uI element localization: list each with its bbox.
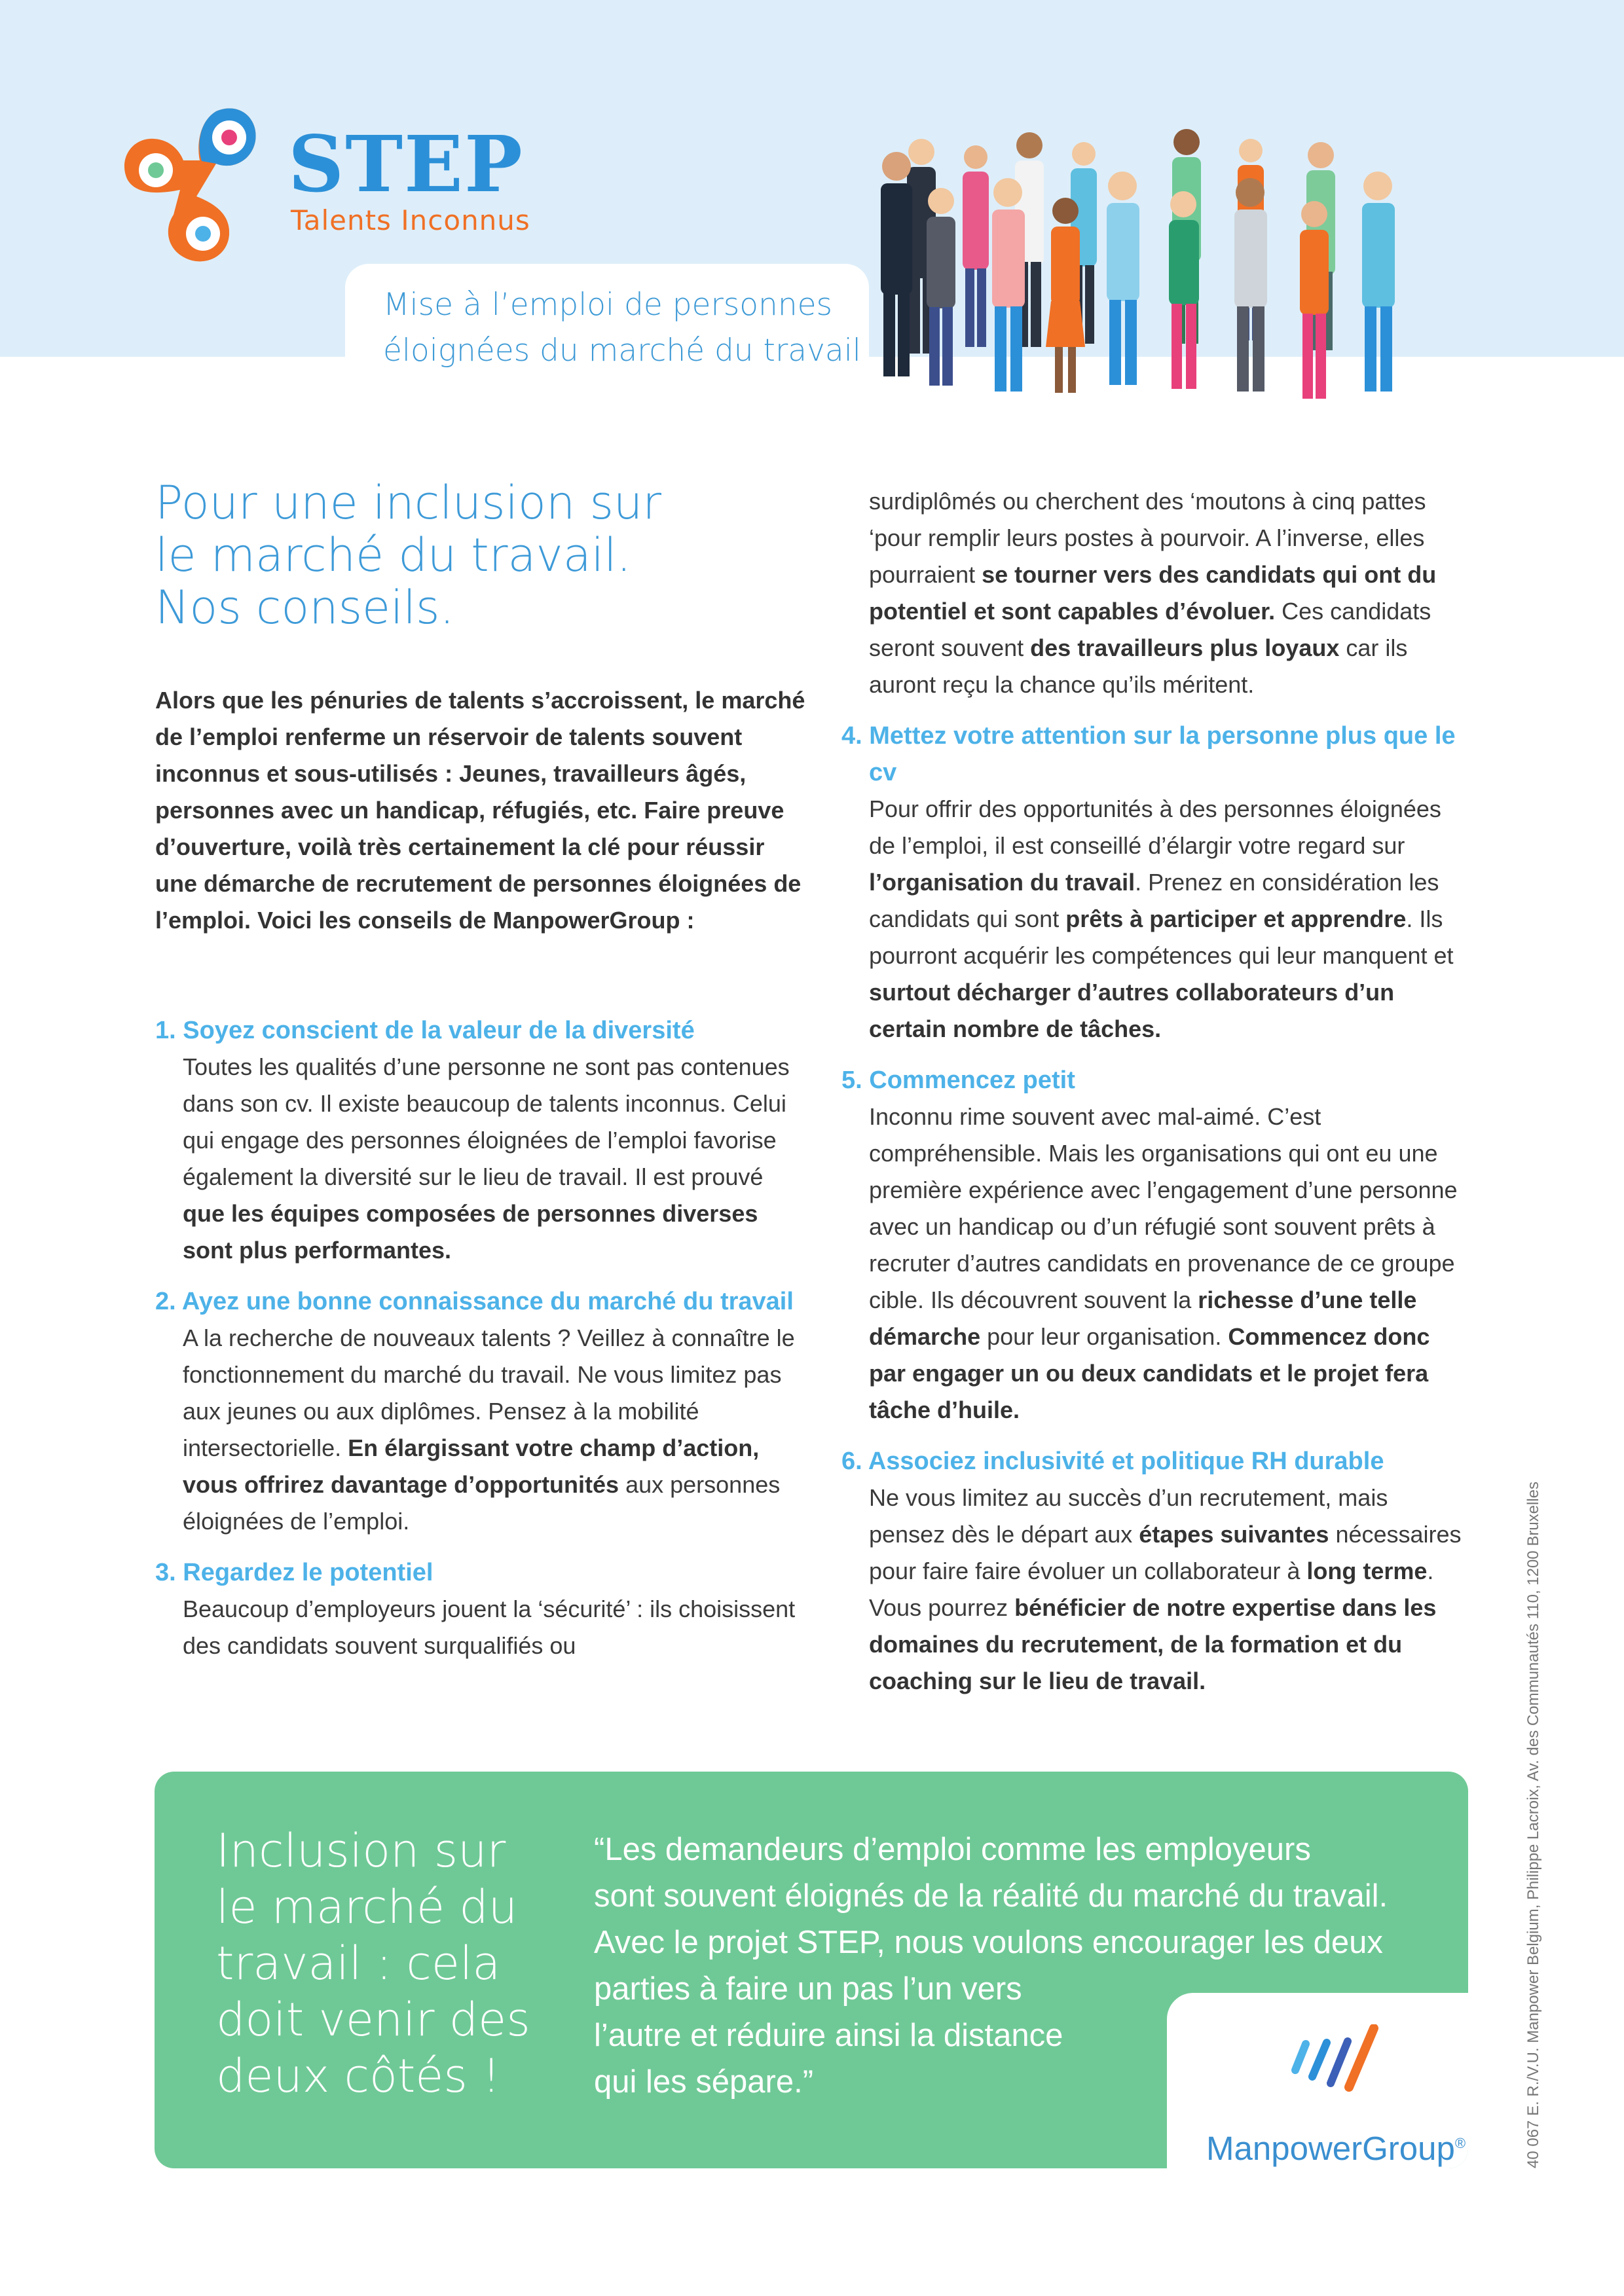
section-body-2 [155,1320,810,1540]
body-text: Ces candidats seront souvent [869,598,1431,661]
body-bold: des travailleurs plus loyaux [1030,634,1340,661]
body-text: pour leur organisation. [980,1323,1228,1350]
section-title-2: 2. Ayez une bonne connaissance du marché du travail [155,1288,794,1315]
body-text: . Prenez en considération les candidats qui sont [869,869,1439,932]
body-bold: bénéficier de notre expertise dans les domaines du recrutement, de la formation et du coaching sur le lieu de travail. [869,1594,1437,1694]
body-text: A la recherche de nouveaux talents ? Veillez à connaître le fonctionnement du marché du travail. Ne vous limitez pas aux jeunes ou aux diplômes. Pensez à la mobilité intersectorielle. [183,1324,795,1461]
manpowergroup-logo-icon [1283,2024,1388,2096]
brand-subtitle: Talents Inconnus [291,204,530,236]
intro-paragraph: Alors que les pénuries de talents s’accroissent, le marché de l’emploi renferme un réservoir de talents souvent inconnus et sous-utilisés : Jeunes, travailleurs âgés, personnes avec un handicap, réfugiés, etc. Faire preuve d’ouverture, voilà très certainement la clé pour réussir une démarche de recrutement de personnes éloignées de l’emploi. Voici les conseils de ManpowerGroup : [155,687,805,934]
body-text: surdiplômés ou cherchent des ‘moutons à cinq pattes ‘pour remplir leurs postes à pourvoir. A l’inverse, elles pourraient [869,488,1426,588]
quote-line: sont souvent éloignés de la réalité du marché du travail. [594,1878,1388,1914]
right-column [841,483,1470,1714]
body-text: Toutes les qualités d’une personne ne sont pas contenues dans son cv. Il existe beaucoup de talents inconnus. Celui qui engage des personnes éloignées de l’emploi favorise également la diversité sur le lieu de travail. Il est prouvé [183,1053,790,1190]
body-bold: long terme [1306,1558,1428,1584]
quote-line: qui les sépare.” [594,2064,814,2100]
callout-heading-line: doit venir des [216,1993,530,2047]
step-bike-chain-logo-icon [118,98,275,268]
crowd-of-people-illustration [881,124,1490,412]
section-title-1: 1. Soyez conscient de la valeur de la diversité [155,1017,695,1044]
manpowergroup-wordmark [1206,2129,1466,2168]
tagline-line: Mise à l’emploi de personnes [383,287,833,323]
section-body-3 [155,1591,810,1664]
body-bold: surtout décharger d’autres collaborateurs d’un certain nombre de tâches. [869,979,1395,1042]
body-bold: prêts à participer et apprendre [1065,905,1407,932]
body-bold: l’organisation du travail [869,869,1135,896]
quote-line: Avec le projet STEP, nous voulons encourager les deux [594,1925,1383,1960]
registered-mark: ® [1454,2135,1466,2151]
page-title [155,477,810,634]
body-text: car ils auront reçu la chance qu’ils méritent. [869,634,1408,698]
company-name: ManpowerGroup [1206,2130,1455,2167]
quote-line: “Les demandeurs d’emploi comme les employeurs [594,1832,1311,1867]
callout-heading-line: travail : cela [216,1937,501,1990]
body-text: Ne vous limitez au succès d’un recrutement, mais pensez dès le départ aux [869,1484,1388,1548]
title-line: le marché du travail. [155,528,631,582]
body-text: aux personnes éloignées de l’emploi. [183,1471,781,1535]
body-text: . Vous pourrez [869,1558,1434,1621]
section-title-6: 6. Associez inclusivité et politique RH durable [841,1448,1384,1475]
left-column [155,1012,810,1679]
callout-heading-line: Inclusion sur [216,1824,506,1878]
callout-heading [216,1823,583,2104]
body-text: Beaucoup d’employeurs jouent la ‘sécurité’ : ils choisissent des candidats souvent surqualifiés ou [183,1595,796,1659]
section-title-4: 4. Mettez votre attention sur la personne plus que le cv [841,722,1456,786]
title-line: Pour une inclusion sur [155,476,662,530]
publisher-imprint: 40 067 E. R./V.U. Manpower Belgium, Philippe Lacroix, Av. des Communautés 110, 1200 Bruxelles [1524,1481,1542,2168]
section-body-5 [841,1099,1470,1429]
body-bold: En élargissant votre champ d’action, vous offrirez davantage d’opportunités [183,1434,760,1498]
body-text: Pour offrir des opportunités à des personnes éloignées de l’emploi, il est conseillé d’élargir votre regard sur [869,795,1441,859]
callout-heading-line: le marché du [216,1880,518,1934]
tagline-box [345,264,869,382]
body-bold: se tourner vers des candidats qui ont du potentiel et sont capables d’évoluer. [869,561,1437,625]
title-line: Nos conseils. [155,581,454,634]
body-bold: étapes suivantes [1139,1521,1329,1548]
body-bold: que les équipes composées de personnes diverses sont plus performantes. [183,1200,758,1264]
section-title-5: 5. Commencez petit [841,1066,1075,1094]
tagline-line: éloignées du marché du travail [383,333,861,369]
quote-line: l’autre et réduire ainsi la distance [594,2018,1063,2053]
body-bold: Commencez donc par engager un ou deux candidats et le projet fera tâche d’huile. [869,1323,1430,1423]
section-body-4 [841,791,1470,1048]
section-body-6 [841,1480,1470,1700]
section-body-3-continued [841,483,1470,703]
body-text: nécessaires pour faire faire évoluer un collaborateur à [869,1521,1462,1584]
quote-line: parties à faire un pas l’un vers [594,1971,1022,2007]
body-text: Inconnu rime souvent avec mal-aimé. C’est compréhensible. Mais les organisations qui ont eu une première expérience avec l’engagement d’une personne avec un handicap ou d’un réfugié sont souvent prêts à recruter d’autres candidats en provenance de ce groupe cible. Ils découvrent souvent la [869,1103,1458,1313]
callout-heading-line: deux côtés ! [216,2049,501,2103]
body-text: . Ils pourront acquérir les compétences qui leur manquent et [869,905,1454,969]
section-body-1 [155,1049,810,1269]
section-title-3: 3. Regardez le potentiel [155,1559,434,1586]
brand-title: STEP [288,118,524,210]
body-bold: richesse d’une telle démarche [869,1286,1417,1350]
